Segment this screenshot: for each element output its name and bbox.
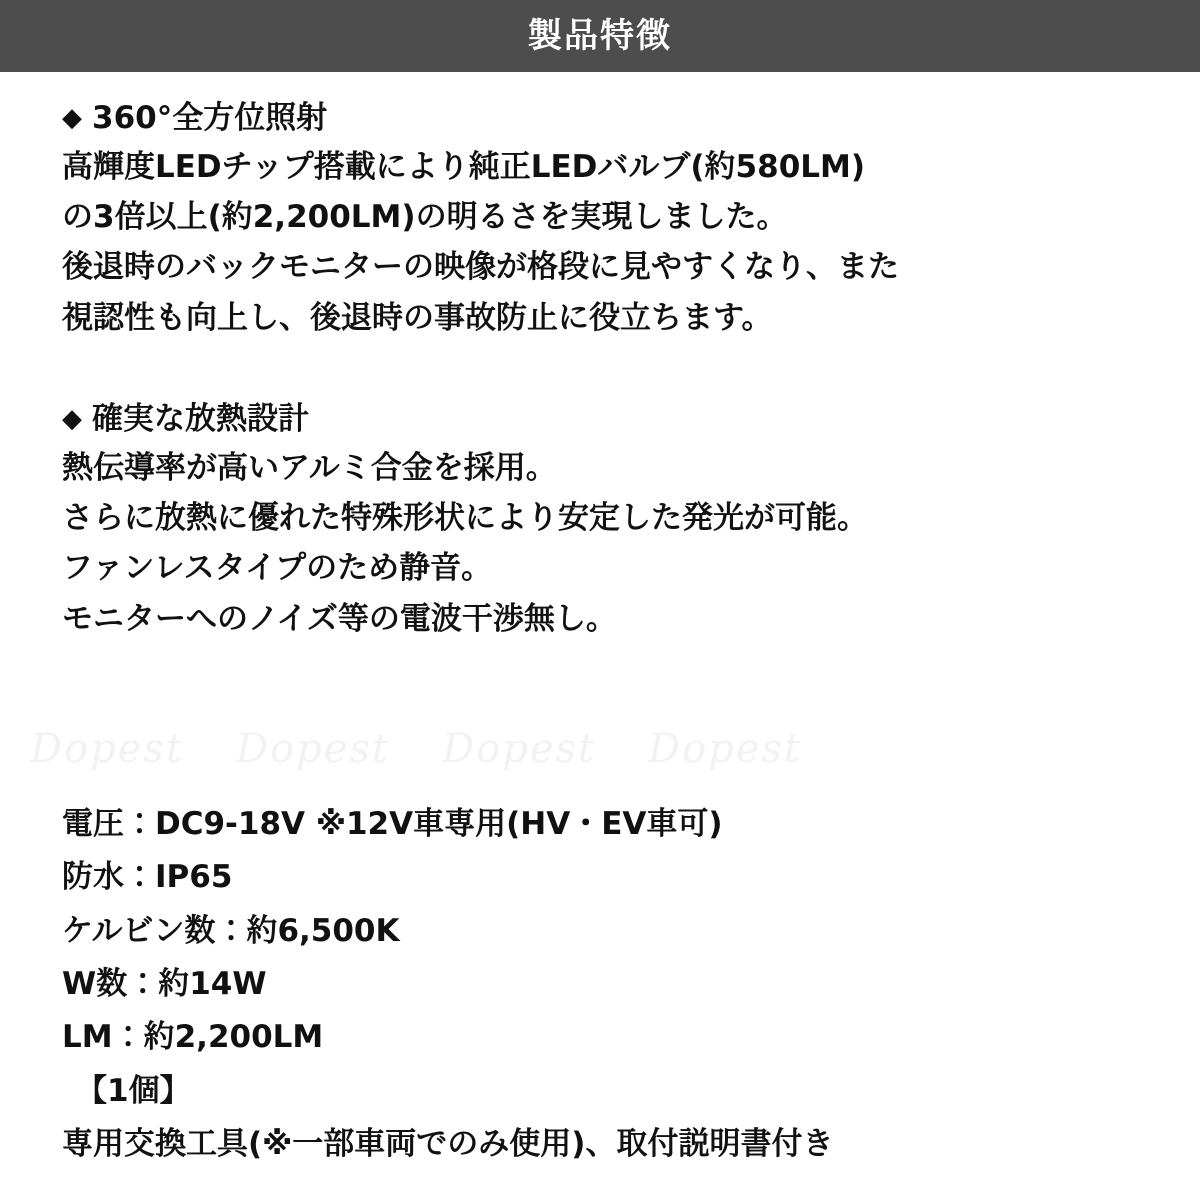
spec-line: ケルビン数：約6,500K xyxy=(62,912,400,949)
spec-line: 【1個】 xyxy=(76,1072,191,1109)
section-spacer xyxy=(62,343,1138,395)
diamond-icon: ◆ xyxy=(62,103,82,133)
spec-line: 電圧：DC9-18V ※12V車専用(HV・EV車可) xyxy=(62,806,723,842)
feature-section-1 xyxy=(62,94,1138,343)
spec-line: LM：約2,200LM xyxy=(62,1019,324,1056)
feature-body-line: ファンレスタイプのため静音。 xyxy=(62,550,493,587)
feature-body-line: モニターへのノイズ等の電波干渉無し。 xyxy=(62,600,617,637)
specification-list xyxy=(62,798,1162,1171)
watermark-band xyxy=(0,714,1200,784)
feature-heading-text: 360°全方位照射 xyxy=(92,100,328,136)
feature-content xyxy=(0,72,1200,644)
diamond-icon: ◆ xyxy=(62,403,82,434)
spec-line: W数：約14W xyxy=(62,965,267,1002)
page-title: 製品特徴 xyxy=(528,16,672,56)
feature-heading-text: 確実な放熱設計 xyxy=(92,400,309,437)
feature-body-line: 後退時のバックモニターの映像が格段に見やすくなり、また xyxy=(62,249,899,286)
feature-body-line: の3倍以上(約2,200LM)の明るさを実現しました。 xyxy=(62,199,788,236)
feature-section-2 xyxy=(62,395,1138,644)
spec-line: 防水：IP65 xyxy=(62,859,233,896)
feature-heading xyxy=(62,94,1138,142)
feature-heading xyxy=(62,395,1138,443)
feature-body-line: 視認性も向上し、後退時の事故防止に役立ちます。 xyxy=(62,299,773,336)
watermark-text: Dopest Dopest Dopest Dopest xyxy=(30,726,803,772)
spec-line: 専用交換工具(※一部車両でのみ使用)、取付説明書付き xyxy=(62,1125,834,1162)
page-header-bar xyxy=(0,0,1200,72)
feature-body-line: 高輝度LEDチップ搭載により純正LEDバルブ(約580LM) xyxy=(62,149,866,186)
feature-body-line: さらに放熱に優れた特殊形状により安定した発光が可能。 xyxy=(62,500,868,537)
feature-body-line: 熱伝導率が高いアルミ合金を採用。 xyxy=(62,449,557,486)
